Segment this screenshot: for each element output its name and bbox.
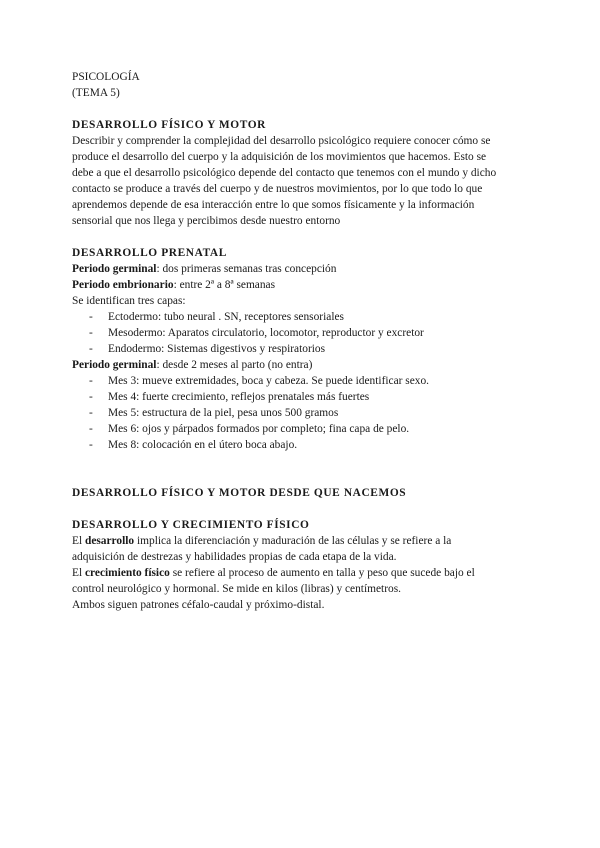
list-item-text: Mes 6: ojos y párpados formados por completo; fina capa de pelo. xyxy=(108,423,410,435)
list-item-text: Mes 8: colocación en el útero boca abajo. xyxy=(108,439,298,451)
paragraph-line: debe a que el desarrollo psicológico depende del contacto que tenemos con el mundo y dicho xyxy=(72,167,497,179)
paragraph-line xyxy=(72,533,532,549)
list-item xyxy=(72,341,532,357)
subject-title: PSICOLOGÍA xyxy=(72,71,140,83)
bullet-dash: - xyxy=(89,343,93,355)
periodo-embrionario-line xyxy=(72,277,532,293)
bullet-dash: - xyxy=(89,439,93,451)
paragraph-line: produce el desarrollo del cuerpo y la adquisición de los movimientos que hacemos. Esto se xyxy=(72,151,487,163)
term-label: Periodo germinal xyxy=(72,263,157,275)
list-item xyxy=(72,405,532,421)
text-fragment: se refiere al proceso de aumento en talla y peso que sucede bajo el xyxy=(169,567,475,579)
term-label: crecimiento físico xyxy=(84,567,170,579)
section-heading-prenatal: DESARROLLO PRENATAL xyxy=(72,247,227,259)
term-label: Periodo germinal xyxy=(72,359,157,371)
paragraph-line: aprendemos depende de esa interacción entre lo que somos físicamente y la información xyxy=(72,199,475,211)
periodo-germinal-line xyxy=(72,261,532,277)
list-item-text: Mes 5: estructura de la piel, pesa unos 500 gramos xyxy=(108,407,339,419)
document-content xyxy=(72,69,532,613)
list-item xyxy=(72,373,532,389)
list-item xyxy=(72,421,532,437)
list-item xyxy=(72,389,532,405)
bullet-dash: - xyxy=(89,391,93,403)
text-fragment: El xyxy=(72,535,85,547)
text-fragment: implica la diferenciación y maduración de las células y se refiere a la xyxy=(134,535,452,547)
paragraph-line: adquisición de destrezas y habilidades propias de cada etapa de la vida. xyxy=(72,551,397,563)
paragraph-line: sensorial que nos llega y percibimos desde nuestro entorno xyxy=(72,215,341,227)
list-item-text: Mes 3: mueve extremidades, boca y cabeza. Se puede identificar sexo. xyxy=(108,375,430,387)
bullet-dash: - xyxy=(89,311,93,323)
paragraph-line: contacto se produce a través del cuerpo y de nuestros movimientos, por lo que todo lo que xyxy=(72,183,483,195)
paragraph-line xyxy=(72,565,532,581)
bullet-dash: - xyxy=(89,327,93,339)
section-heading-crecimiento: DESARROLLO Y CRECIMIENTO FÍSICO xyxy=(72,519,310,531)
list-item-text: Endodermo: Sistemas digestivos y respiratorios xyxy=(108,343,326,355)
bullet-dash: - xyxy=(89,407,93,419)
capas-intro: Se identifican tres capas: xyxy=(72,295,186,307)
list-item-text: Mesodermo: Aparatos circulatorio, locomotor, reproductor y excretor xyxy=(108,327,424,339)
list-item xyxy=(72,437,532,453)
list-item-text: Ectodermo: tubo neural . SN, receptores sensoriales xyxy=(108,311,344,323)
definition-text: : entre 2ª a 8ª semanas xyxy=(173,279,276,291)
list-item xyxy=(72,309,532,325)
text-fragment: El xyxy=(72,567,85,579)
bullet-dash: - xyxy=(89,375,93,387)
paragraph-line: control neurológico y hormonal. Se mide en kilos (libras) y centímetros. xyxy=(72,583,401,595)
section-heading-desde-nacemos: DESARROLLO FÍSICO Y MOTOR DESDE QUE NACEMOS xyxy=(72,487,407,499)
list-item-text: Mes 4: fuerte crecimiento, reflejos prenatales más fuertes xyxy=(108,391,370,403)
periodo-fetal-line xyxy=(72,357,532,373)
topic-label: (TEMA 5) xyxy=(72,87,120,99)
term-label: Periodo embrionario xyxy=(72,279,174,291)
list-item xyxy=(72,325,532,341)
paragraph-line: Ambos siguen patrones céfalo-caudal y próximo-distal. xyxy=(72,599,325,611)
term-label: desarrollo xyxy=(84,535,135,547)
paragraph-line: Describir y comprender la complejidad del desarrollo psicológico requiere conocer cómo se xyxy=(72,135,491,147)
bullet-dash: - xyxy=(89,423,93,435)
definition-text: : dos primeras semanas tras concepción xyxy=(156,263,337,275)
section-heading-fisico-motor: DESARROLLO FÍSICO Y MOTOR xyxy=(72,119,267,131)
definition-text: : desde 2 meses al parto (no entra) xyxy=(156,359,313,371)
